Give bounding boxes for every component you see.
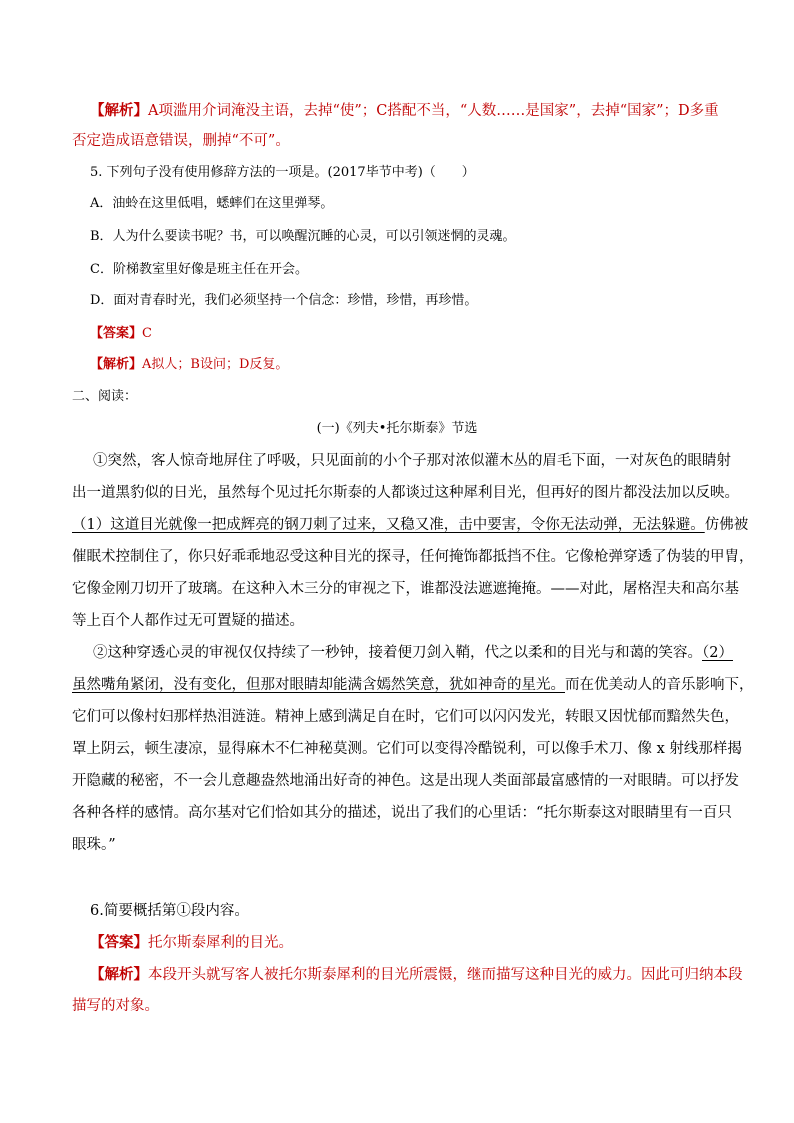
q6-answer-tag: 【答案】 bbox=[90, 934, 148, 951]
underlined-sentence-2: 虽然嘴角紧闭，没有变化，但那对眼睛却能满含嫣然笑意，犹如神奇的星光。 bbox=[72, 677, 565, 693]
passage-p2-line6: 各种各样的感情。高尔基对它们恰如其分的描述，说出了我们的心里话：“托尔斯泰这对眼睛里有一百只 bbox=[72, 805, 732, 821]
passage-p1-line3-rest: 仿佛被 bbox=[704, 517, 749, 533]
q5-analysis bbox=[90, 356, 288, 374]
passage-p2-line1-text: ②这种穿透心灵的审视仅仅持续了一秒钟，接着便刀剑入鞘，代之以柔和的目光与和蔼的笑容。 bbox=[93, 645, 702, 661]
passage-p2-line5: 开隐藏的秘密，不一会儿意趣盎然地涌出好奇的神色。这是出现人类面部最富感情的一对眼睛。可以抒发 bbox=[72, 773, 739, 789]
q4-analysis-line2: 否定造成语意错误，删掉“不可”。 bbox=[72, 133, 290, 149]
q5-option-b: B．人为什么要读书呢？书，可以唤醒沉睡的心灵，可以引领迷惘的灵魂。 bbox=[90, 229, 516, 244]
passage-p2-line2 bbox=[72, 675, 754, 695]
passage-title: (一)《列夫•托尔斯泰》节选 bbox=[316, 421, 478, 436]
q6-analysis bbox=[90, 965, 743, 985]
underlined-marker-2: （2） bbox=[702, 645, 733, 661]
passage-p1-line3 bbox=[72, 515, 748, 535]
passage-p2-line3: 它们可以像村妇那样热泪涟涟。精神上感到满足自在时，它们可以闪闪发光，转眼又因忧郁而黯然失色， bbox=[72, 709, 739, 725]
q6-analysis-text: 本段开头就写客人被托尔斯泰犀利的目光所震慑，继而描写这种目光的威力。因此可归纳本段 bbox=[148, 967, 743, 983]
q6-answer bbox=[90, 933, 293, 953]
q5-option-d: D．面对青春时光，我们必须坚持一个信念：珍惜，珍惜，再珍惜。 bbox=[90, 293, 478, 308]
passage-p1-line5: 它像金刚刀切开了玻璃。在这种入木三分的审视之下，谁都没法遮遮掩掩。——对此，屠格涅夫和高尔基 bbox=[72, 581, 739, 597]
q5-option-c: C．阶梯教室里好像是班主任在开会。 bbox=[90, 262, 308, 277]
q5-answer-tag: 【答案】 bbox=[90, 326, 143, 341]
q6-analysis-line2: 描写的对象。 bbox=[72, 998, 159, 1014]
section-heading: 二、阅读： bbox=[72, 389, 138, 404]
passage-p1-line1: ①突然，客人惊奇地屏住了呼吸，只见面前的小个子那对浓似灌木丛的眉毛下面，一对灰色的眼睛射 bbox=[93, 453, 731, 469]
passage-p1-line4: 催眠术控制住了，你只好乖乖地忍受这种目光的探寻，任何掩饰都抵挡不住。它像枪弹穿透了伪装的甲胄， bbox=[72, 549, 754, 565]
underlined-sentence-1: （1）这道目光就像一把成辉亮的钢刀刺了过来，又稳又准，击中要害，令你无法动弹，无法躲避。 bbox=[72, 517, 705, 533]
q4-analysis-tag: 【解析】 bbox=[90, 102, 148, 119]
passage-p2-line4: 罩上阴云，顿生凄凉，显得麻木不仁神秘莫测。它们可以变得冷酷锐利，可以像手术刀、像 x 射线那样揭 bbox=[72, 741, 742, 757]
q6-analysis-tag: 【解析】 bbox=[90, 966, 148, 983]
passage-p1-line2: 出一道黑豹似的日光，虽然每个见过托尔斯泰的人都谈过这种犀利目光，但再好的图片都没法加以反映。 bbox=[72, 485, 739, 501]
q5-analysis-text: A拟人；B设问；D反复。 bbox=[142, 357, 289, 372]
q5-analysis-tag: 【解析】 bbox=[90, 357, 143, 372]
q5-answer-text: C bbox=[142, 326, 152, 341]
passage-p2-line1 bbox=[93, 643, 733, 663]
passage-p2-line7: 眼珠。” bbox=[72, 837, 116, 853]
q5-answer bbox=[90, 325, 152, 343]
q4-analysis-line bbox=[90, 101, 719, 121]
q6-question: 6.简要概括第①段内容。 bbox=[90, 903, 249, 919]
q5-question: 5. 下列句子没有使用修辞方法的一项是。(2017毕节中考)（ ） bbox=[90, 165, 475, 180]
q4-analysis-text: A项滥用介词淹没主语，去掉“使”；C搭配不当，“人数……是国家”，去掉“国家”；D多重 bbox=[148, 103, 719, 119]
passage-p1-line6: 等上百个人都作过无可置疑的描述。 bbox=[72, 613, 304, 629]
passage-p2-line2-rest: 而在优美动人的音乐影响下， bbox=[565, 677, 754, 693]
q6-answer-text: 托尔斯泰犀利的目光。 bbox=[148, 935, 293, 951]
q5-option-a: A．油蛉在这里低唱，蟋蟀们在这里弹琴。 bbox=[90, 196, 334, 211]
